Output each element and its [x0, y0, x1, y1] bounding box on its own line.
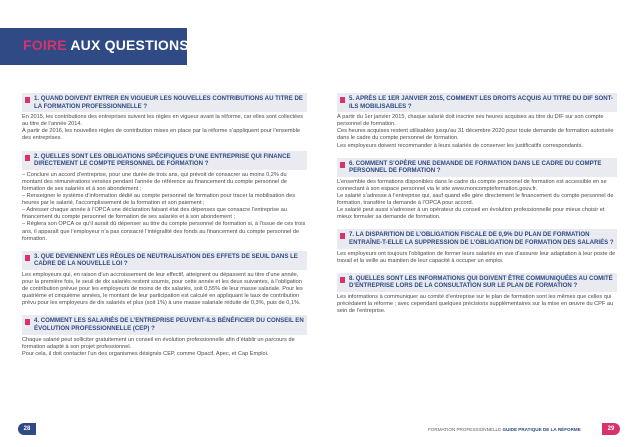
- question-8-heading: 8. QUELLES SONT LES INFORMATIONS QUI DOIVENT ÊTRE COMMUNIQUÉES AU COMITÉ D’ENTREPRISE LORS DE LA CONSULTATION SUR LE PLAN DE FORMATION ?: [337, 273, 617, 292]
- section-banner: [0, 28, 187, 65]
- question-7-heading: 7. LA DISPARITION DE L’OBLIGATION FISCALE DE 0,9% DU PLAN DE FORMATION ENTRAÎNE-T-ELLE LA SUPPRESSION DE L’OBLIGATION DE FORMATION DES SALARIÉS ?: [337, 229, 617, 248]
- question-5-heading: 5. APRÈS LE 1ER JANVIER 2015, COMMENT LES DROITS ACQUIS AU TITRE DU DIF SONT-ILS MOBILISABLES ?: [337, 93, 617, 112]
- question-2: [22, 151, 307, 243]
- answer-paragraph: – Renseigner le système d’information dédié au compte personnel de formation pour tracer la mobilisation des heures par le salarié, l’accomplissement de la formation et son paiement ;: [22, 193, 295, 207]
- question-7: [337, 229, 617, 264]
- footer-running-title: FORMATION PROFESSIONNELLE GUIDE PRATIQUE DE LA RÉFORME: [428, 427, 581, 432]
- question-6-heading: 6. COMMENT S’OPÈRE UNE DEMANDE DE FORMATION DANS LE CADRE DU COMPTE PERSONNEL DE FORMATION ?: [337, 158, 617, 177]
- title-highlight: FOIRE: [23, 37, 67, 53]
- right-column: [337, 93, 617, 323]
- answer-paragraph: Le salarié peut aussi s’adresser à un opérateur du conseil en évolution professionnelle pour mieux choisir et mieux formuler sa demande de formation.: [337, 207, 605, 221]
- answer-paragraph: En 2015, les contributions des entreprises suivent les règles en vigueur avant la réforme, car elles sont collectées au titre de l’année 2014.: [22, 114, 304, 128]
- square-bullet-icon: [340, 97, 345, 103]
- answer-paragraph: Les informations à communiquer au comité d’entreprise sur le plan de formation sont les mêmes que celles qui précédaient la réforme ; avec cependant quelques précisions supplémentaires sur la mise en œuvre du CPF au sein de l’entreprise.: [337, 293, 614, 315]
- title-rest: AUX QUESTIONS: [70, 37, 189, 53]
- answer-paragraph: Les employeurs qui, en raison d’un accroissement de leur effectif, atteignent ou dépassent au titre d’une année, pour la première fois, le seuil de dix salariés restent soumis, pour cette année et les deux suivantes, à l’obligation de contribution prévue pour les employeurs de moins de dix salariés, soit 0,55% de leur masse salariale. Pour les quatrième et cinquième années, le montant de leur participation est calculé en appliquant le taux de contribution prévu pour les employeurs de dix salariés et plus (soit 1%) à une masse salariale réduite de 0,3%, puis de 0,1%.: [22, 271, 303, 307]
- page-title: [23, 37, 189, 53]
- square-bullet-icon: [25, 155, 30, 161]
- answer-paragraph: Le salarié s’adresse à l’entreprise qui, sauf quand elle gère directement le financement du compte personnel de formation, transfère la demande à l’OPCA pour accord.: [337, 193, 614, 207]
- question-3-heading: 3. QUE DEVIENNENT LES RÈGLES DE NEUTRALISATION DES EFFETS DE SEUIL DANS LE CADRE DE LA NOUVELLE LOI ?: [22, 251, 307, 270]
- question-5: [337, 93, 617, 150]
- square-bullet-icon: [340, 233, 345, 239]
- question-3: [22, 251, 307, 308]
- question-8: [337, 273, 617, 315]
- answer-paragraph: Ces heures acquises restent utilisables jusqu’au 31 décembre 2020 pour toute demande de formation autorisée dans le cadre du compte personnel de formation.: [337, 128, 614, 142]
- question-1-heading: 1. QUAND DOIVENT ENTRER EN VIGUEUR LES NOUVELLES CONTRIBUTIONS AU TITRE DE LA FORMATION PROFESSIONNELLE ?: [22, 93, 307, 112]
- square-bullet-icon: [25, 97, 30, 103]
- answer-paragraph: L’ensemble des formations disponibles dans le cadre du compte personnel de formation est accessible en se connectant à son espace personnel via le site www.moncompteformation.gouv.fr.: [337, 178, 607, 192]
- answer-paragraph: Chaque salarié peut solliciter gratuitement un conseil en évolution professionnelle afin d’établir un parcours de formation adapté à son projet professionnel.: [22, 336, 295, 350]
- answer-paragraph: – Conclure un accord d’entreprise, pour une durée de trois ans, qui prévoit de consacrer au moins 0,2% du montant des rémunérations versées pendant l’année de référence au financement du compte personnel de formation de ses salariés et à son abondement ;: [22, 171, 287, 192]
- answer-paragraph: À partir de 2016, les nouvelles règles de contribution mises en place par la réforme s’appliquent pour l’ensemble des entreprises.: [22, 128, 300, 142]
- page-number-right: 29: [602, 423, 620, 435]
- answer-paragraph: – Adresser chaque année à l’OPCA une déclaration faisant état des dépenses que consacre l’entreprise au financement du compte personnel de formation de ses salariés et à son abondement ;: [22, 207, 287, 221]
- answer-paragraph: Les employeurs ont toujours l’obligation de former leurs salariés en vue d’assurer leur adaptation à leur poste de travail et la veille au maintien de leur capacité à occuper un emploi.: [337, 250, 616, 264]
- answer-paragraph: À partir du 1er janvier 2015, chaque salarié doit inscrire ses heures acquises au titre du DIF sur son compte personnel de formation.: [337, 114, 604, 128]
- square-bullet-icon: [340, 162, 345, 168]
- left-column: [22, 93, 307, 366]
- question-4-heading: 4. COMMENT LES SALARIÉS DE L’ENTREPRISE PEUVENT-ILS BÉNÉFICIER DU CONSEIL EN ÉVOLUTION PROFESSIONNELLE (CEP) ?: [22, 315, 307, 334]
- square-bullet-icon: [340, 277, 345, 283]
- square-bullet-icon: [25, 319, 30, 325]
- question-2-heading: 2. QUELLES SONT LES OBLIGATIONS SPÉCIFIQUES D’UNE ENTREPRISE QUI FINANCE DIRECTEMENT LE COMPTE PERSONNEL DE FORMATION ?: [22, 151, 307, 170]
- question-1: [22, 93, 307, 143]
- page-number-left: 28: [18, 423, 36, 435]
- answer-paragraph: Les employeurs doivent recommander à leurs salariés de conserver les justificatifs correspondants.: [337, 142, 583, 149]
- square-bullet-icon: [25, 255, 30, 261]
- answer-paragraph: Pour cela, il doit contacter l’un des organismes désignés CEP, comme Opacif, Apec, et Cap Emploi.: [22, 350, 269, 357]
- answer-paragraph: – Réglera son OPCA ce qu’il aurait dû dépenser au titre du compte personnel de formation si, à l’issue de ces trois ans, il apparaît que l’employeur n’a pas consacré l’intégralité des fonds au financement du compte personnel de formation.: [22, 221, 306, 242]
- question-4: [22, 315, 307, 357]
- question-6: [337, 158, 617, 222]
